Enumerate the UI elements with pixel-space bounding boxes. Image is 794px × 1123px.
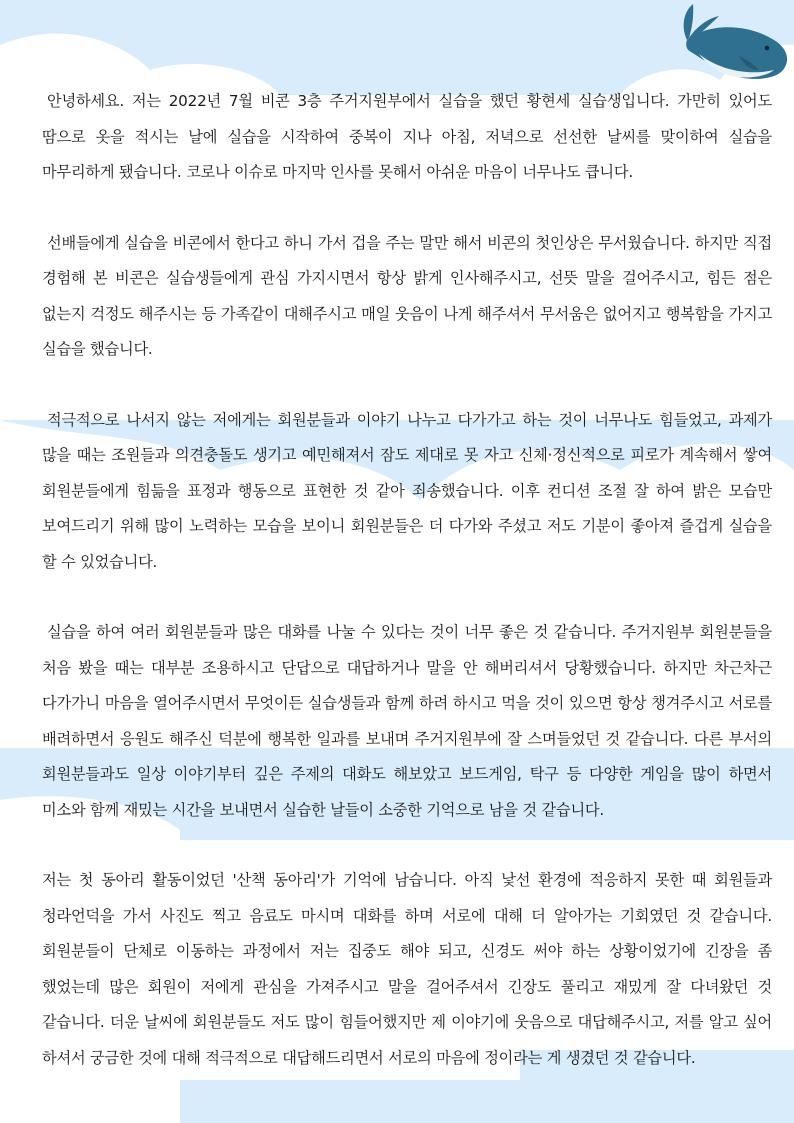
paragraph-conversations: 실습을 하여 여러 회원분들과 많은 대화를 나눌 수 있다는 것이 너무 좋은 것 같습니다. 주거지원부 회원분들을 처음 봤을 때는 대부분 조용하시고 단답으로 대답하거나 말을 안 해버리셔서 당황했습니다. 하지만 차근차근 다가가니 마음을 열어주시면서 무엇이든 실습생들과 함께 하려 하시고 먹을 것이 있으면 항상 챙겨주시고 서로를 배려하면서 응원도 해주신 덕분에 행복한 일과를 보내며 주거지원부에 잘 스며들었던 것 같습니다. 다른 부서의 회원분들과도 일상 이야기부터 깊은 주제의 대화도 해보았고 보드게임, 탁구 등 다양한 게임을 많이 하면서 미소와 함께 재밌는 시간을 보내면서 실습한 날들이 소중한 기억으로 남을 것 같습니다. bbox=[42, 623, 772, 819]
paragraph-club-memory: 저는 첫 동아리 활동이었던 '산책 동아리'가 기억에 남습니다. 아직 낯선 환경에 적응하지 못한 때 회원들과 청라언덕을 가서 사진도 찍고 음료도 마시며 대화를 하며 서로에 대해 더 알아가는 기회였던 것 같습니다. 회원분들이 단체로 이동하는 과정에서 저는 집중도 해야 되고, 신경도 써야 하는 상황이었기에 긴장을 좀 했었는데 많은 회원이 저에게 관심을 가져주시고 말을 걸어주셔서 긴장도 풀리고 재밌게 잘 다녀왔던 것 같습니다. 더운 날씨에 회원분들도 저도 많이 힘들어했지만 제 이야기에 웃음으로 대답해주시고, 저를 알고 싶어 하셔서 궁금한 것에 대해 적극적으로 대답해드리면서 서로의 마음에 정이라는 게 생겼던 것 같습니다. bbox=[42, 871, 772, 1067]
letter-body bbox=[42, 84, 772, 1076]
whale-icon bbox=[679, 0, 794, 85]
paragraph-first-impression: 선배들에게 실습을 비콘에서 한다고 하니 가서 겁을 주는 말만 해서 비콘의 첫인상은 무서웠습니다. 하지만 직접 경험해 본 비콘은 실습생들에게 관심 가지시면서 항상 밝게 인사해주시고, 선뜻 말을 걸어주시고, 힘든 점은 없는지 걱정도 해주시는 등 가족같이 대해주시고 매일 웃음이 나게 해주셔서 무서움은 없어지고 행복함을 가지고 실습을 했습니다. bbox=[42, 233, 772, 358]
paragraph-greeting: 안녕하세요. 저는 2022년 7월 비콘 3층 주거지원부에서 실습을 했던 황현세 실습생입니다. 가만히 있어도 땀으로 옷을 적시는 날에 실습을 시작하여 중복이 지나 아침, 저녁으로 선선한 날씨를 맞이하여 실습을 마무리하게 됐습니다. 코로나 이슈로 마지막 인사를 못해서 아쉬운 마음이 너무나도 큽니다. bbox=[42, 92, 772, 181]
paragraph-difficulties: 적극적으로 나서지 않는 저에게는 회원분들과 이야기 나누고 다가가고 하는 것이 너무나도 힘들었고, 과제가 많을 때는 조원들과 의견충돌도 생기고 예민해져서 잠도 제대로 못 자고 신체·정신적으로 피로가 계속해서 쌓여 회원분들에게 힘듦을 표정과 행동으로 표현한 것 같아 죄송했습니다. 이후 컨디션 조절 잘 하여 밝은 모습만 보여드리기 위해 많이 노력하는 모습을 보이니 회원분들은 더 다가와 주셨고 저도 기분이 좋아져 즐겁게 실습을 할 수 있었습니다. bbox=[42, 410, 772, 571]
